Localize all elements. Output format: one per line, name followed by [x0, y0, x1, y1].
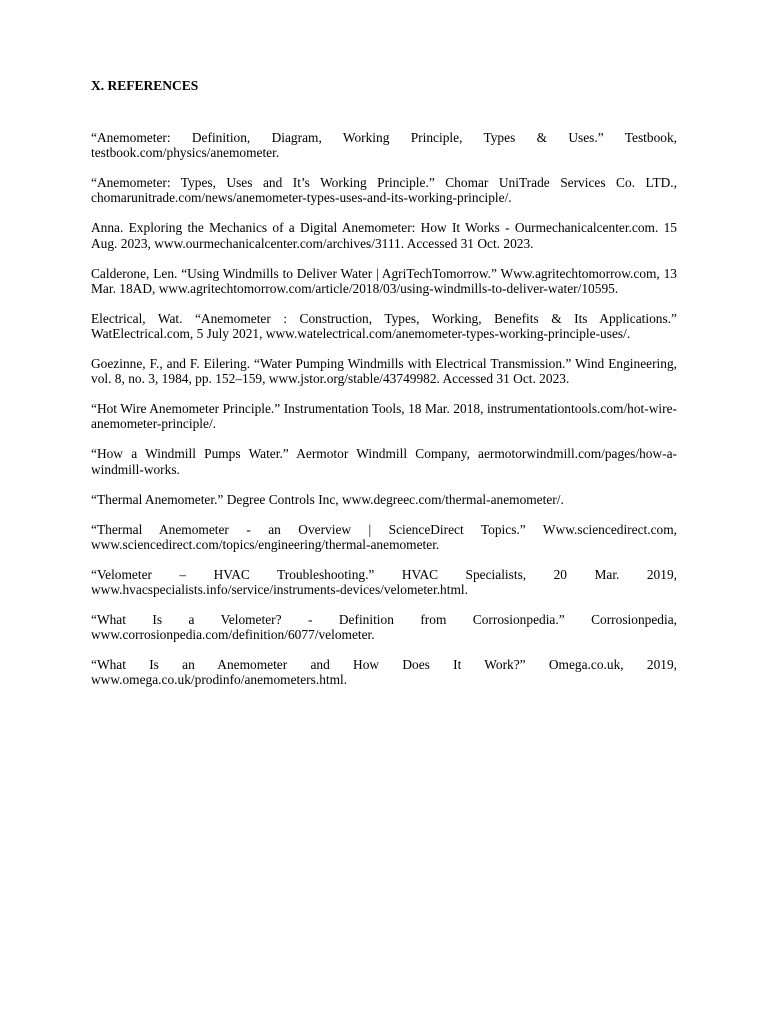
reference-entry: Calderone, Len. “Using Windmills to Deliver Water | AgriTechTomorrow.” Www.agritechtomorrow.com, 13 Mar. 18AD, www.agritechtomorrow.com/article/2018/03/using-windmills-to-deliver-water/10595.	[91, 265, 677, 296]
reference-entry: “What Is a Velometer? - Definition from Corrosionpedia.” Corrosionpedia, www.corrosionpedia.com/definition/6077/velometer.	[91, 612, 677, 643]
reference-entry: “Anemometer: Definition, Diagram, Working Principle, Types & Uses.” Testbook, testbook.com/physics/anemometer.	[91, 130, 677, 161]
section-heading: X. REFERENCES	[91, 78, 199, 93]
reference-entry: “Hot Wire Anemometer Principle.” Instrumentation Tools, 18 Mar. 2018, instrumentationtools.com/hot-wire-anemometer-principle/.	[91, 401, 677, 432]
reference-entry: “How a Windmill Pumps Water.” Aermotor Windmill Company, aermotorwindmill.com/pages/how-a-windmill-works.	[91, 446, 677, 477]
reference-entry: Electrical, Wat. “Anemometer : Construction, Types, Working, Benefits & Its Applications.” WatElectrical.com, 5 July 2021, www.watelectrical.com/anemometer-types-working-principle-uses/.	[91, 310, 677, 342]
reference-entry: “Anemometer: Types, Uses and It’s Working Principle.” Chomar UniTrade Services Co. LTD., chomarunitrade.com/news/anemometer-types-uses-and-its-working-principle/.	[91, 175, 677, 206]
reference-list	[91, 130, 677, 702]
reference-entry: “Thermal Anemometer.” Degree Controls Inc, www.degreec.com/thermal-anemometer/.	[91, 491, 564, 507]
reference-entry: Goezinne, F., and F. Eilering. “Water Pumping Windmills with Electrical Transmission.” Wind Engineering, vol. 8, no. 3, 1984, pp. 152–159, www.jstor.org/stable/43749982. Accessed 31 Oct. 2023.	[91, 356, 677, 387]
reference-entry: Anna. Exploring the Mechanics of a Digital Anemometer: How It Works - Ourmechanicalcenter.com. 15 Aug. 2023, www.ourmechanicalcenter.com/archives/3111. Accessed 31 Oct. 2023.	[91, 220, 677, 251]
reference-entry: “Velometer – HVAC Troubleshooting.” HVAC Specialists, 20 Mar. 2019, www.hvacspecialists.info/service/instruments-devices/velometer.html.	[91, 566, 677, 598]
reference-entry: “What Is an Anemometer and How Does It Work?” Omega.co.uk, 2019, www.omega.co.uk/prodinfo/anemometers.html.	[91, 657, 677, 688]
reference-entry: “Thermal Anemometer - an Overview | ScienceDirect Topics.” Www.sciencedirect.com, www.sciencedirect.com/topics/engineering/thermal-anemometer.	[91, 521, 677, 552]
